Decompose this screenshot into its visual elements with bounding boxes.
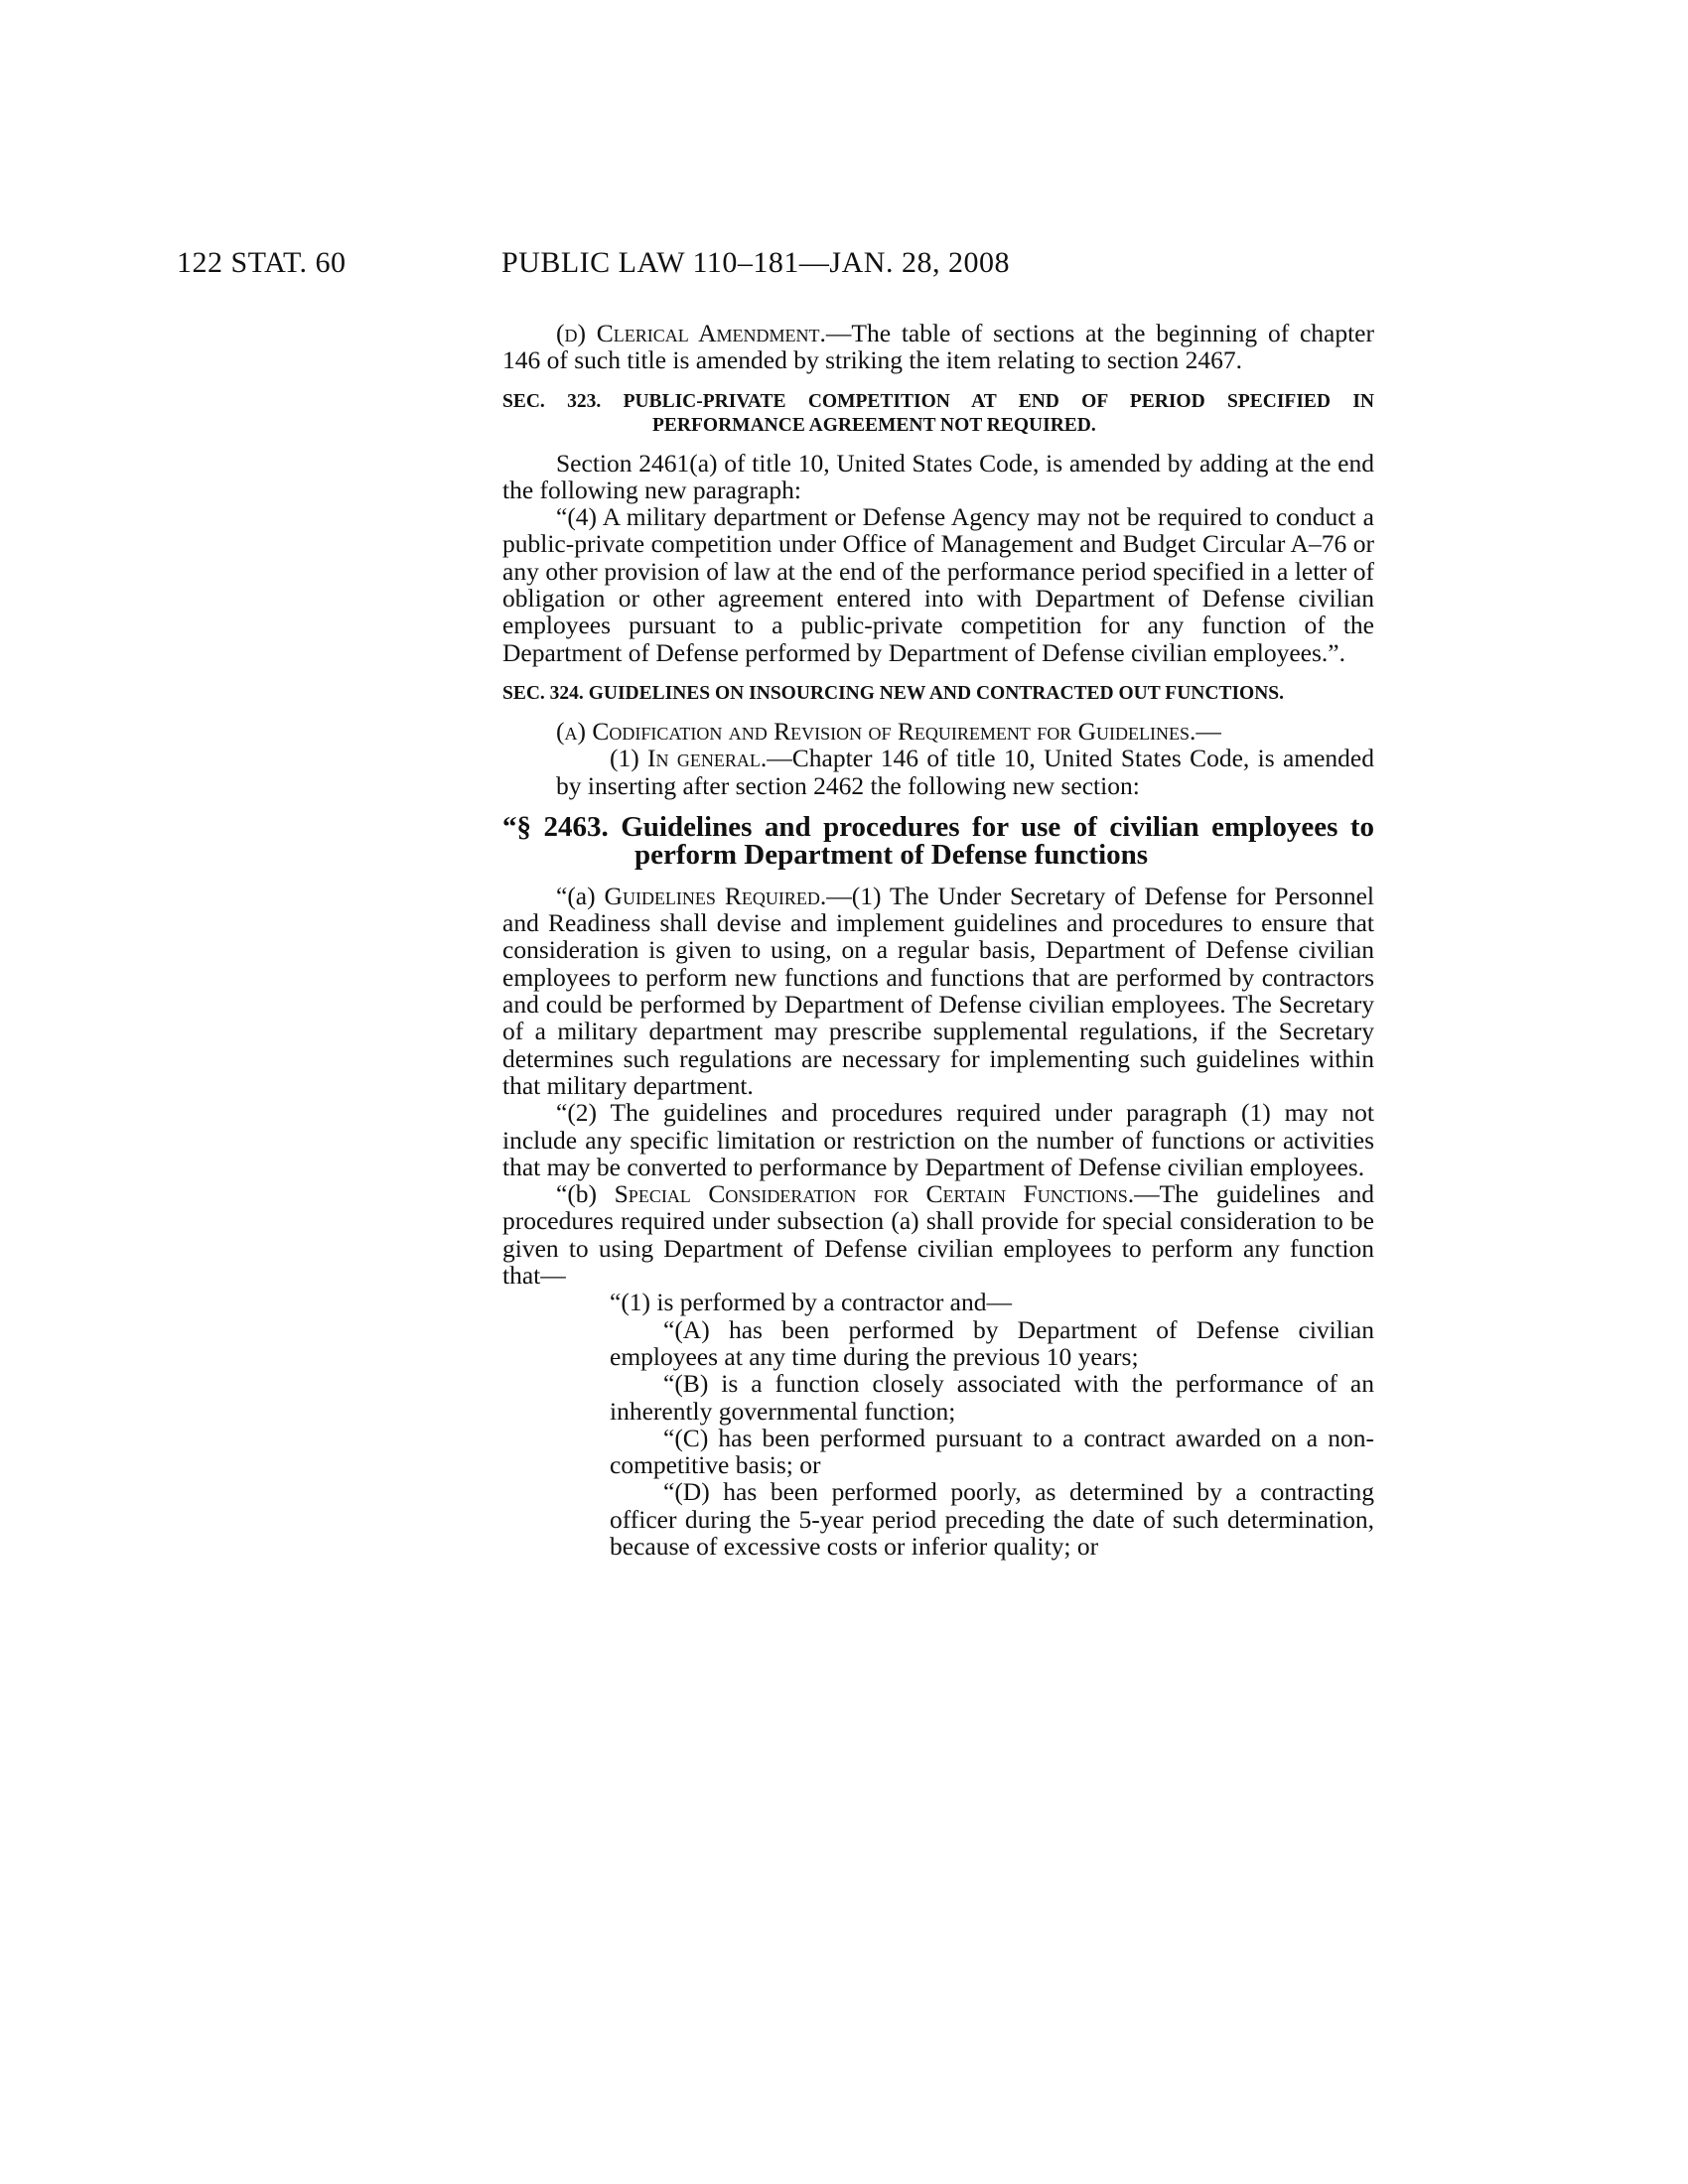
section-2463-heading: Guidelines and procedures for use of civilian employees to perform Department of Defense functions bbox=[621, 810, 1375, 871]
guidelines-required-text: .—(1) The Under Secretary of Defense for Personnel and Readiness shall devise and implement guidelines and procedures to ensure that consideration is given to using, on a regular basis, Department of Defense civilian employees to perform new functions and functions that are performed by contractors and could be performed by Department of Defense civilian employees. The Secretary of a military department may prescribe supplemental regulations, if the Secretary determines such regulations are necessary for implementing such guidelines within that military department. bbox=[502, 881, 1374, 1100]
paragraph-item-C: “(C) has been performed pursuant to a contract awarded on a non-competitive basis; or bbox=[610, 1423, 1374, 1480]
clerical-amendment-label: (d) Clerical Amendment bbox=[556, 319, 820, 347]
section-324-label: SEC. 324. bbox=[502, 682, 584, 704]
paragraph-codification bbox=[502, 718, 1374, 745]
in-general-text: .—Chapter 146 of title 10, United States Code, is amended by inserting after section 2462 the following new section: bbox=[556, 744, 1374, 800]
paragraph-guidelines-limitation: “(2) The guidelines and procedures required under paragraph (1) may not include any specific limitation or restriction on the number of functions or activities that may be converted to performance by Department of Defense civilian employees. bbox=[502, 1098, 1374, 1181]
codification-label: (a) Codification and Revision of Requirement for Guidelines bbox=[556, 716, 1191, 746]
in-general-label: (1) In general bbox=[610, 744, 761, 773]
section-324-heading bbox=[502, 682, 1374, 706]
guidelines-required-prefix: “(a) bbox=[556, 881, 605, 910]
paragraph-item-A: “(A) has been performed by Department of Defense civilian employees at any time during the previous 10 years; bbox=[610, 1314, 1374, 1371]
section-2463-number: “§ 2463. bbox=[502, 810, 609, 843]
paragraph-item-D: “(D) has been performed poorly, as determined by a contracting officer during the 5-year period preceding the date of such determination, because of excessive costs or inferior quality; or bbox=[610, 1477, 1374, 1561]
paragraph-special-consideration bbox=[502, 1180, 1374, 1289]
section-2463-title bbox=[502, 810, 1375, 871]
paragraph-section-2461: Section 2461(a) of title 10, United States Code, is amended by adding at the end the following new paragraph: bbox=[502, 448, 1374, 504]
paragraph-item-1: “(1) is performed by a contractor and— bbox=[610, 1288, 1012, 1317]
guidelines-required-label: Guidelines Required bbox=[604, 881, 820, 910]
running-head: PUBLIC LAW 110–181—JAN. 28, 2008 bbox=[501, 246, 1010, 279]
codification-text: .— bbox=[1190, 716, 1221, 746]
section-323-label: SEC. 323. bbox=[502, 390, 602, 412]
paragraph-in-general bbox=[556, 745, 1374, 799]
special-consideration-label: Special Consideration for Certain Functions bbox=[614, 1179, 1128, 1209]
section-324-title: GUIDELINES ON INSOURCING NEW AND CONTRACTED OUT FUNCTIONS. bbox=[588, 682, 1285, 704]
paragraph-clerical-amendment bbox=[502, 320, 1374, 374]
section-323-title: PUBLIC-PRIVATE COMPETITION AT END OF PERIOD SPECIFIED IN PERFORMANCE AGREEMENT NOT REQUIRED. bbox=[623, 390, 1374, 436]
paragraph-new-paragraph-4: “(4) A military department or Defense Agency may not be required to conduct a public-private competition under Office of Management and Budget Circular A–76 or any other provision of law at the end of the performance period specified in a letter of obligation or other agreement entered into with Department of Defense civilian employees pursuant to a public-private competition for any function of the Department of Defense performed by Department of Defense civilian employees.”. bbox=[502, 502, 1374, 667]
section-323-heading bbox=[502, 390, 1374, 438]
clerical-amendment-text: .—The table of sections at the beginning of chapter 146 of such title is amended by striking the item relating to section 2467. bbox=[502, 319, 1374, 375]
paragraph-item-B: “(B) is a function closely associated with the performance of an inherently governmental function; bbox=[610, 1369, 1374, 1426]
page-header bbox=[0, 246, 1688, 286]
page-number: 122 STAT. 60 bbox=[177, 246, 347, 279]
document-body bbox=[502, 320, 1374, 1560]
special-consideration-text: .—The guidelines and procedures required under subsection (a) shall provide for special consideration to be given to using Department of Defense civilian employees to perform any function that— bbox=[502, 1179, 1375, 1291]
paragraph-guidelines-required bbox=[502, 883, 1374, 1099]
special-consideration-prefix: “(b) bbox=[556, 1179, 615, 1209]
